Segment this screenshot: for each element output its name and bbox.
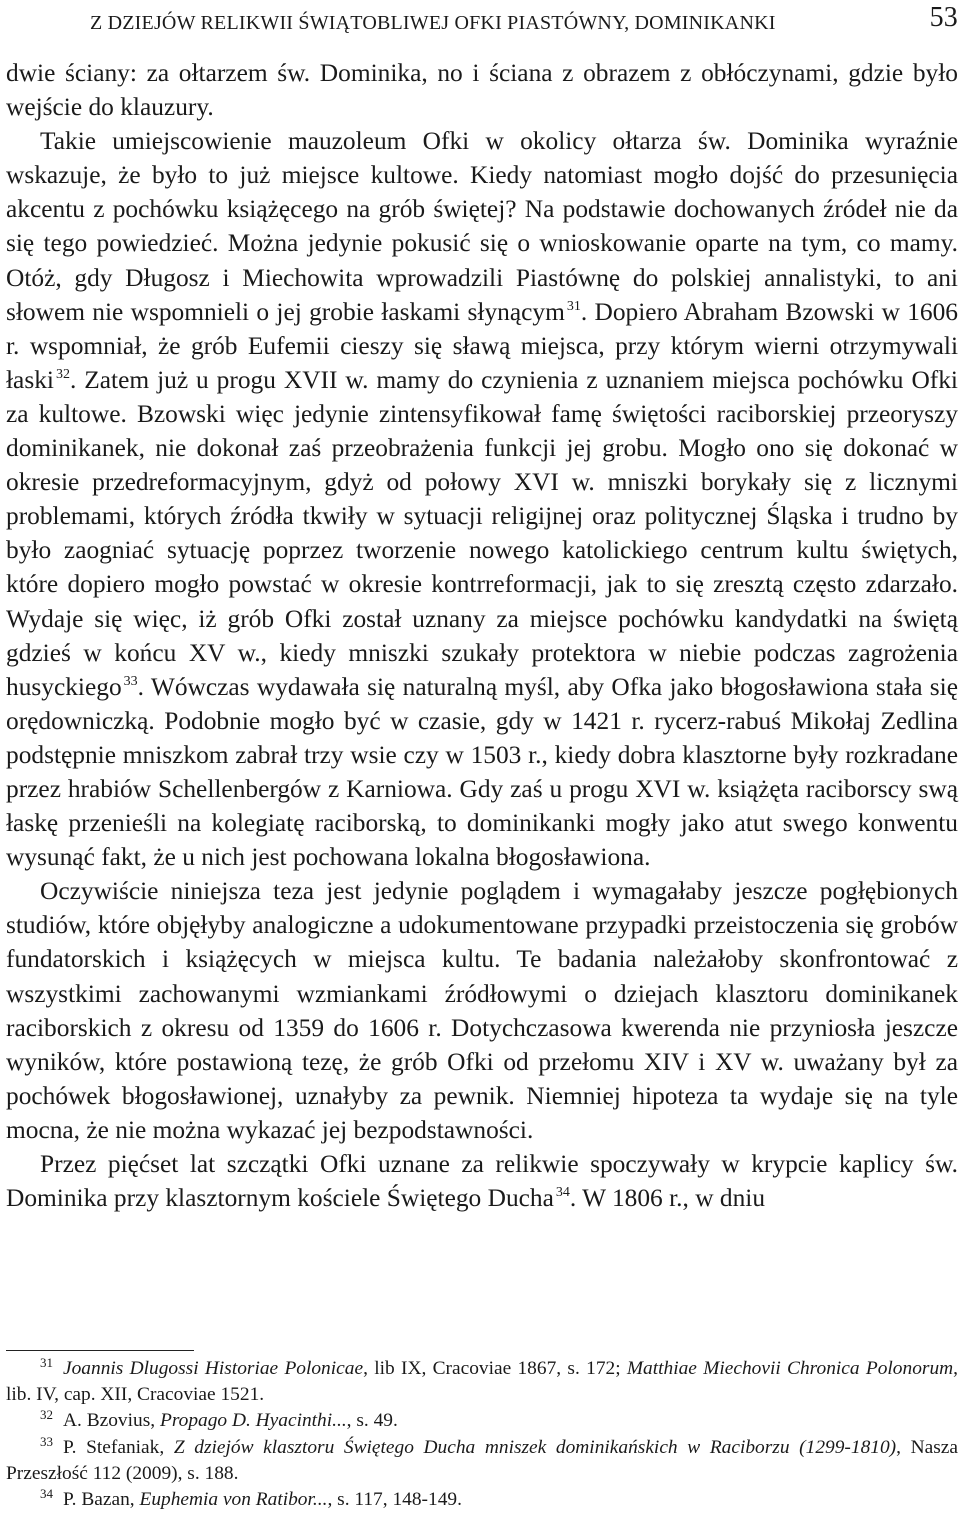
footnote-text: , s. 49. (346, 1410, 398, 1432)
footnote-text: P. Stefaniak, (63, 1436, 174, 1458)
page-number: 53 (929, 2, 958, 33)
paragraph-2-part-d: . Wówczas wydawała się naturalną myśl, aby Ofka jako błogosławiona stała się orędowniczką. Podobnie mogło być w czasie, gdy w 1421 r. rycerz-rabuś Mikołaj Zedlina podstępnie mniszkom zabrał trzy wsie czy w 1503 r., kiedy dobra klasztorne były rozkradane przez hrabiów Schellenbergów z Karniowa. Gdy zaś u progu XVI w. książęta raciborscy swą łaskę przenieśli na kolegiatę raciborską, to dominikanki mogły jako atut swego konwentu wysunąć fakt, że u nich jest pochowana lokalna błogosławiona. (6, 672, 958, 872)
footnote-title: Matthiae Miechovii Chronica Polonorum (626, 1358, 954, 1379)
footnote-text: P. Bazan, (63, 1489, 140, 1511)
footnote-number: 34 (40, 1486, 53, 1502)
footnote-32 (6, 1408, 958, 1434)
footnote-ref-31[interactable]: 31 (566, 298, 581, 314)
footnote-ref-32[interactable]: 32 (55, 366, 70, 382)
paragraph-2-part-a: Takie umiejscowienie mauzoleum Ofki w okolicy ołtarza św. Dominika wyraźnie wskazuje, że było to już miejsce kultowe. Kiedy natomiast mogło dojść do przesunięcia akcentu z pochówku książęcego na grób świętej? Na podstawie dochowanych źródeł nie da się tego powiedzieć. Można jedynie pokusić się o wnioskowanie oparte na tym, co mamy. Otóż, gdy Długosz i Miechowita wprowadzili Piastównę do polskiej annalistyki, to ani słowem nie wspomnieli o jej grobie łaskami słynącym (6, 127, 958, 326)
footnote-text: , Nasza Przeszłość 112 (2009), s. 188. (6, 1436, 958, 1484)
paragraph-4-part-a: Przez pięćset lat szczątki Ofki uznane za relikwie spoczywały w krypcie kaplicy św. Dominika przy klasztornym kościele Świętego Ducha (6, 1150, 958, 1213)
footnote-text: A. Bzovius, (63, 1410, 160, 1432)
footnote-separator (6, 1350, 194, 1351)
footnote-number: 33 (40, 1433, 53, 1449)
footnote-31 (6, 1356, 958, 1408)
footnote-ref-34[interactable]: 34 (555, 1185, 570, 1201)
footnote-34 (6, 1487, 958, 1513)
footnote-ref-33[interactable]: 33 (123, 673, 138, 689)
paragraph-3: Oczywiście niniejsza teza jest jedynie poglądem i wymagałaby jeszcze pogłębionych studiów, które objęłyby analogiczne a udokumentowane przypadki przeistoczenia się grobów fundatorskich i książęcych w miejsca kultu. Te badania należałoby skonfrontować z wszystkimi zachowanymi wzmiankami źródłowymi o dziejach klasztoru dominikanek raciborskich z okresu od 1359 do 1606 r. Dotychczasowa kwerenda nie przyniosła jeszcze wyników, które postawioną tezę, że grób Ofki od przełomu XIV i XV w. uważany był za pochówek błogosławionej, uznałyby za pewnik. Niemniej hipoteza ta wydaje się na tyle mocna, że nie można wykazać jej bezpodstawności. (6, 877, 958, 1144)
footnote-text: , lib. IV, cap. XII, Cracoviae 1521. (6, 1358, 958, 1406)
running-title: Z DZIEJÓW RELIKWII ŚWIĄTOBLIWEJ OFKI PIASTÓWNY, DOMINIKANKI (90, 12, 776, 34)
footnote-title: Z dziejów klasztoru Świętego Ducha mniszek dominikańskich w Raciborzu (1299-1810) (173, 1436, 897, 1458)
paragraph-2-part-b: . Dopiero Abraham Bzowski w 1606 r. wspomniał, że grób Eufemii cieszy się sławą miejsca, przy którym wierni otrzymywali łaski (6, 297, 958, 394)
footnote-text: , s. 117, 148-149. (327, 1489, 462, 1511)
footnote-number: 31 (40, 1355, 53, 1370)
footnote-title: Propago D. Hyacinthi... (159, 1410, 347, 1432)
footnote-number: 32 (40, 1407, 53, 1423)
footnote-title: Joannis Dlugossi Historiae Polonicae (63, 1358, 364, 1379)
body-text (6, 56, 958, 1215)
paragraph-4-part-b: . W 1806 r., w dniu (569, 1184, 766, 1213)
footnote-33 (6, 1435, 958, 1487)
footnotes (6, 1356, 958, 1513)
paragraph-2-part-c: . Zatem już u progu XVII w. mamy do czynienia z uznaniem miejsca pochówku Ofki za kultowe. Bzowski więc jedynie zintensyfikował famę świętości raciborskiej przeoryszy dominikanek, nie dokonał zaś przeobrażenia funkcji jej grobu. Mogło ono się dokonać w okresie przedreformacyjnym, gdyż od połowy XVI w. mniszki borykały się z licznymi problemami, których źródła tkwiły w sytuacji religijnej oraz politycznej Śląska i trudno by było zaogniać sytuację poprzez tworzenie nowego katolickiego centrum kultu świętych, które dopiero mogło powstać w okresie kontrreformacji, jak to się zresztą często zdarzało. Wydaje się więc, iż grób Ofki został uznany za miejsce pochówku kandydatki na świętą gdzieś w końcu XV w., kiedy mniszki szukały protektora w niebie podczas zagrożenia husyckiego (6, 365, 958, 701)
paragraph-1: dwie ściany: za ołtarzem św. Dominika, no i ściana z obrazem z obłóczynami, gdzie było wejście do klauzury. (6, 59, 958, 122)
running-head (90, 2, 958, 42)
paragraph-2 (6, 124, 958, 874)
footnote-text: , lib IX, Cracoviae 1867, s. 172; (363, 1358, 627, 1379)
paragraph-4 (6, 1147, 958, 1215)
footnote-title: Euphemia von Ratibor... (139, 1489, 328, 1511)
